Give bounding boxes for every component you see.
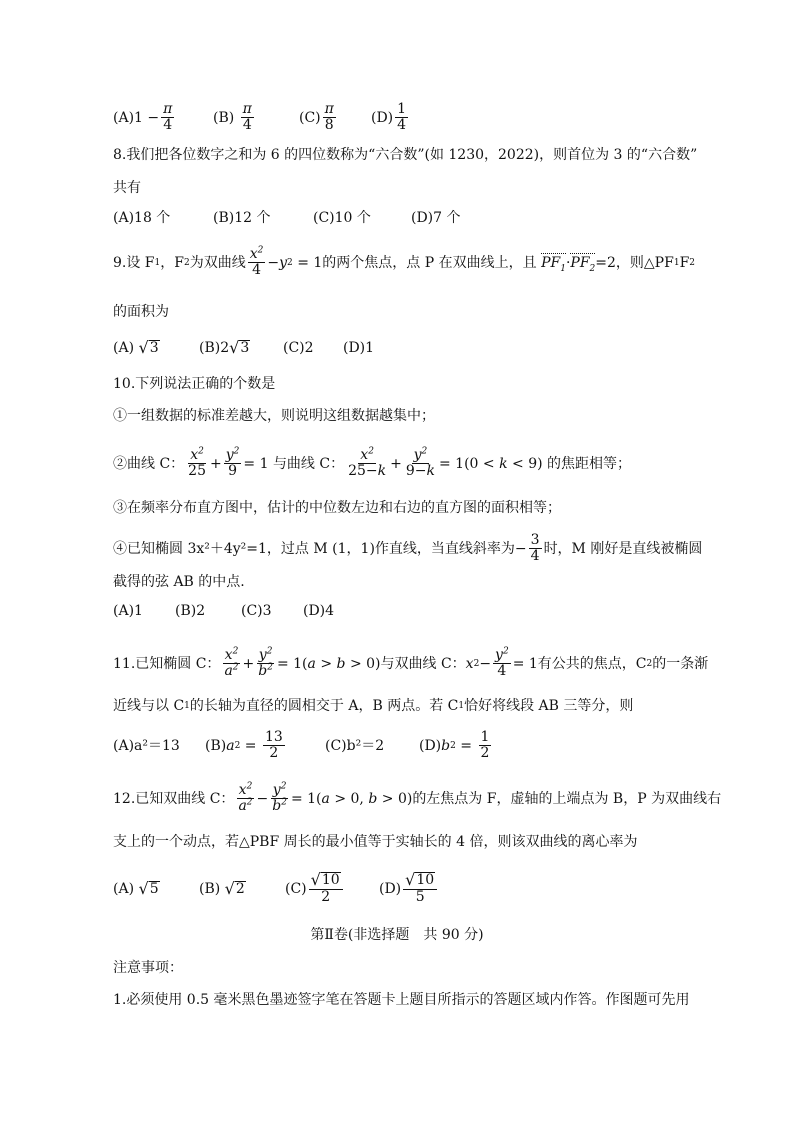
q10-options [113, 601, 334, 621]
q8-option-c: (C)10 个 [313, 210, 371, 226]
q8-stem-cont: 共有 [113, 180, 141, 196]
q11-options [113, 730, 493, 761]
q11-stem: 11.已知椭圆 C： $\frac{x^2}{a^2}$ + $\frac{y^2}{b^2}$ = 1(a > b > 0) 与双曲线 C： x 2 − $\frac{y^2}{4}$ = 1 有公共的焦点，C 2 的一条渐 [113, 646, 709, 679]
q10-statement-2: ②曲线 C： $\frac{x^2}{25}$ + $\frac{y^2}{9}$ = 1 与曲线 C： $\frac{x^2}{25-k}$ + $\frac{y^2}{9-k}$ = 1(0 < k < 9) 的焦距相等； [113, 446, 632, 479]
q9-stem-cont: 的面积为 [113, 304, 169, 320]
note-1: 1.必须使用 0.5 毫米黑色墨迹签字笔在答题卡上题目所指示的答题区域内作答。作图题可先用 [113, 992, 690, 1008]
q9-options [113, 338, 374, 358]
q12-option-b: (B) √ 2 [199, 878, 245, 898]
q8-option-d: (D)7 个 [411, 210, 461, 226]
q10-statement-3: ③在频率分布直方图中，估计的中位数左边和右边的直方图的面积相等； [113, 500, 561, 516]
q9-option-d: (D)1 [343, 340, 375, 356]
notes-title: 注意事项： [113, 960, 183, 976]
q8-option-b: (B)12 个 [213, 210, 271, 226]
q7-option-c: (C) $\frac{\pi}{8}$ [299, 101, 334, 133]
q9-option-a: (A) √ 3 [113, 338, 159, 357]
q9-option-c: (C)2 [283, 340, 314, 356]
q10-statement-1: ①一组数据的标准差越大，则说明这组数据越集中； [113, 408, 435, 424]
q8-options [113, 208, 461, 228]
q8-option-a: (A)18 个 [113, 210, 171, 226]
q12-stem: 12.已知双曲线 C： $\frac{x^2}{a^2}$ − $\frac{y^2}{b^2}$ = 1(a > 0, b > 0) 的左焦点为 F，虚轴的上端点为 B，P 为双曲线右 [113, 781, 722, 814]
q9-stem: 9.设 F 1 ，F 2 为双曲线 $\frac{x^2}{4}$ − y 2 = 1 的两个焦点，点 P 在双曲线上，且 $PF_1$ · $PF_2$ =2，则△PF 1 F 2 [113, 245, 696, 278]
q12-stem-cont: 支上的一个动点，若△PBF 周长的最小值等于实轴长的 4 倍，则该双曲线的离心率为 [113, 834, 638, 850]
q10-option-c: (C)3 [241, 603, 272, 619]
section-title: 第Ⅱ卷(非选择题 共 90 分) [310, 927, 484, 943]
q7-option-b: (B) $\frac{\pi}{4}$ [213, 101, 252, 133]
q10-option-b: (B)2 [175, 603, 206, 619]
q10-statement-4: ④已知椭圆 3x²＋4y²=1，过点 M (1，1)作直线，当直线斜率为 − $\frac{3}{4}$ 时，M 刚好是直线被椭圆 [113, 532, 703, 564]
q12-options [113, 872, 439, 905]
q10-stem: 10.下列说法正确的个数是 [113, 376, 276, 392]
q9-option-b: (B)2 √ 3 [199, 338, 250, 357]
q7-options [113, 102, 410, 133]
q12-option-d: (D) √ 10 5 [379, 872, 439, 905]
q10-option-d: (D)4 [303, 603, 335, 619]
q10-option-a: (A)1 [113, 603, 143, 619]
q11-option-d: (D) b 2 = $\frac{1}{2}$ [419, 729, 490, 761]
q8-stem: 8.我们把各位数字之和为 6 的四位数称为“六合数”(如 1230，2022)，则首位为 3 的“六合数” [113, 147, 698, 163]
q11-option-b: (B) a 2 = $\frac{13}{2}$ [205, 729, 283, 761]
q11-stem-cont: 近线与以 C 1 的长轴为直径的圆相交于 A，B 两点。若 C 1 恰好将线段 AB 三等分，则 [113, 698, 634, 714]
q12-option-a: (A) √ 5 [113, 878, 159, 898]
q7-option-d: (D) $\frac{1}{4}$ [371, 101, 407, 133]
q7-option-a: (A) 1 − $\frac{\pi}{4}$ [113, 101, 173, 133]
q11-option-c: (C)b²＝2 [325, 737, 385, 754]
q10-statement-4-cont: 截得的弦 AB 的中点. [113, 574, 245, 590]
q12-option-c: (C) √ 10 2 [285, 872, 379, 905]
q11-option-a: (A)a²＝13 [113, 737, 180, 754]
